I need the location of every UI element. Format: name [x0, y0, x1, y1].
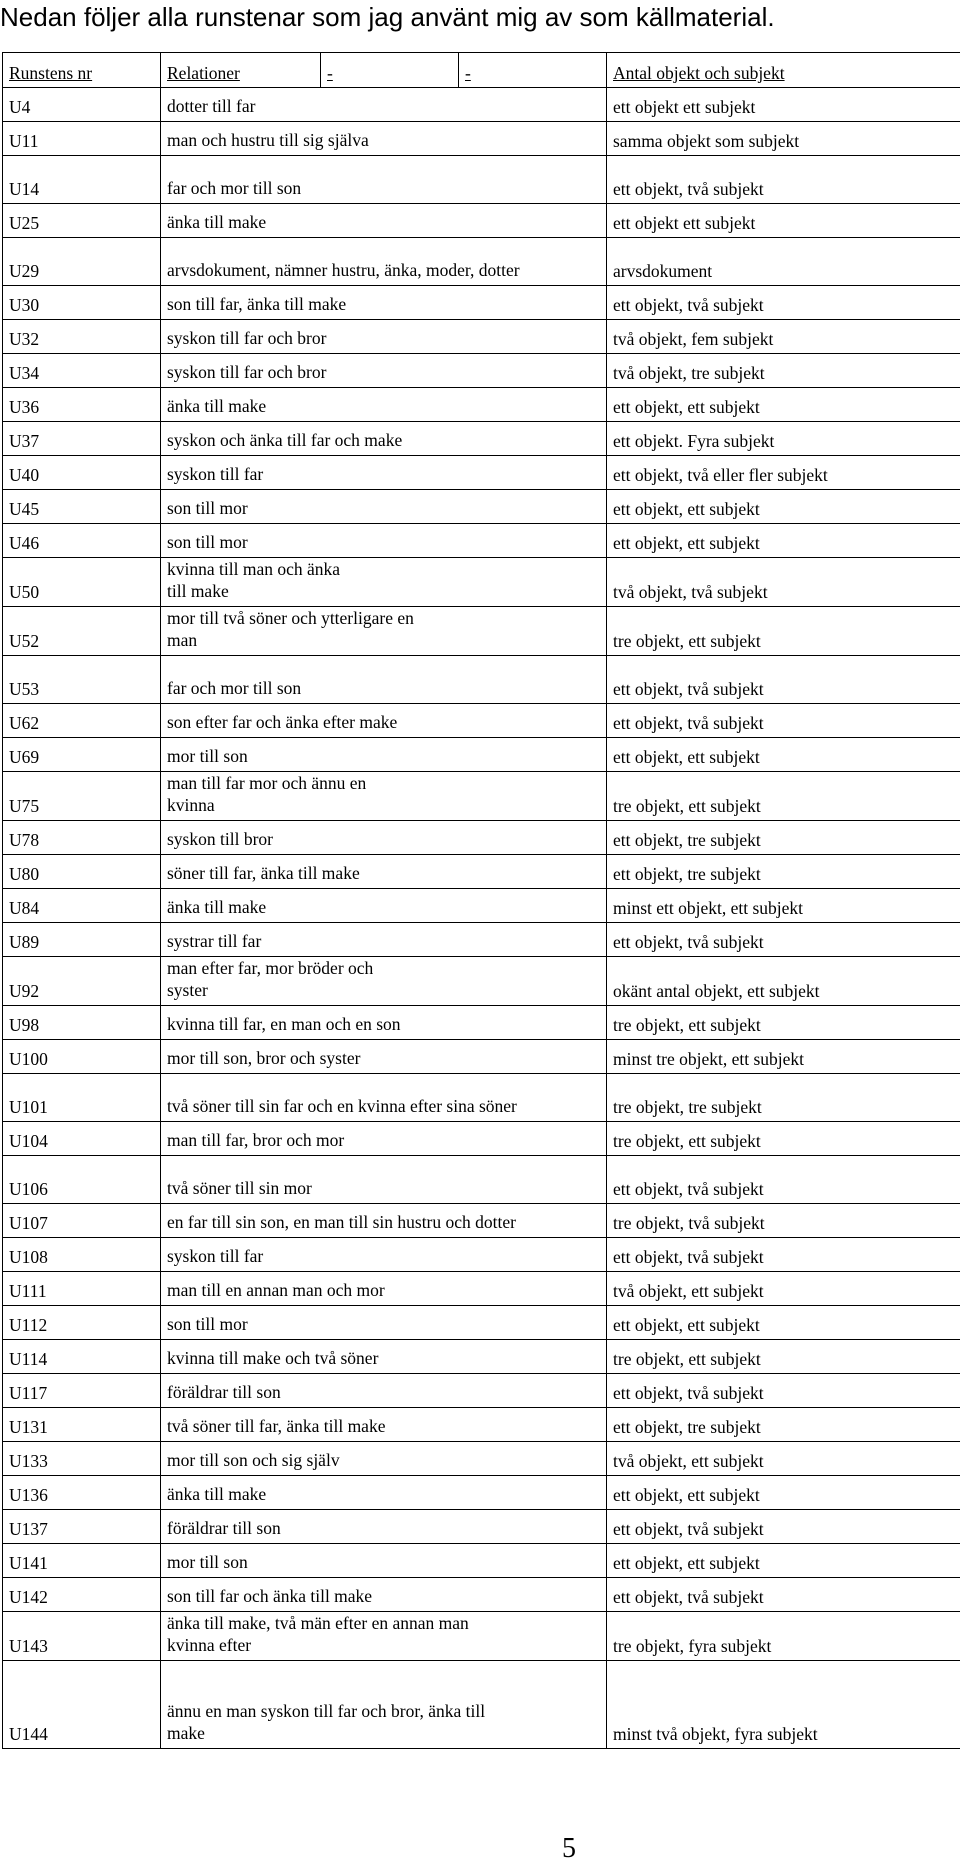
relation-cell: syskon till far och bror — [167, 328, 327, 348]
table-row — [3, 1408, 960, 1442]
object-subject-count-cell: ett objekt, två subjekt — [607, 1578, 960, 1612]
relation-column-cell — [161, 738, 607, 772]
object-subject-count-cell: ett objekt, tre subjekt — [607, 821, 960, 855]
relation-cell: kvinna till make och två söner — [167, 1348, 379, 1368]
object-subject-count-cell: tre objekt, ett subjekt — [607, 607, 960, 656]
object-subject-count-cell: okänt antal objekt, ett subjekt — [607, 957, 960, 1006]
object-subject-count-cell: ett objekt ett subjekt — [607, 88, 960, 122]
rune-number-cell: U136 — [3, 1476, 161, 1510]
relation-column-cell — [161, 490, 607, 524]
rune-number-cell: U117 — [3, 1374, 161, 1408]
relation-cell: man till far mor och ännu en kvinna — [167, 773, 367, 815]
relation-cell: änka till make — [167, 897, 267, 917]
table-row — [3, 1544, 960, 1578]
relation-column-cell — [161, 1374, 607, 1408]
relation-cell: ännu en man syskon till far och bror, änka till make — [167, 1701, 486, 1743]
relation-column-cell — [161, 1238, 607, 1272]
rune-number-cell: U141 — [3, 1544, 161, 1578]
table-row — [3, 1612, 960, 1661]
rune-number-cell: U30 — [3, 286, 161, 320]
table-row — [3, 238, 960, 286]
rune-number-cell: U25 — [3, 204, 161, 238]
relation-column-cell — [161, 422, 607, 456]
header-mark: - — [459, 53, 607, 88]
relation-column-cell — [161, 156, 607, 204]
rune-number-cell: U37 — [3, 422, 161, 456]
relation-column-cell — [161, 354, 607, 388]
relation-column-cell — [161, 1272, 607, 1306]
table-row — [3, 1442, 960, 1476]
table-row — [3, 957, 960, 1006]
table-row — [3, 1204, 960, 1238]
rune-number-cell: U89 — [3, 923, 161, 957]
relation-cell: syskon till far och bror — [167, 362, 327, 382]
relation-column-cell — [161, 558, 607, 607]
relation-column-cell — [161, 1661, 607, 1749]
table-row — [3, 456, 960, 490]
relation-column-cell — [161, 1510, 607, 1544]
table-row — [3, 1340, 960, 1374]
rune-number-cell: U69 — [3, 738, 161, 772]
table-row — [3, 1272, 960, 1306]
table-row — [3, 558, 960, 607]
relation-column-cell — [161, 923, 607, 957]
relation-column-cell — [161, 1340, 607, 1374]
object-subject-count-cell: ett objekt, två subjekt — [607, 156, 960, 204]
relation-column-cell — [161, 821, 607, 855]
relation-cell: mor till två söner och ytterligare en man — [167, 608, 414, 650]
relation-cell: änka till make — [167, 1484, 267, 1504]
table-row — [3, 607, 960, 656]
table-row — [3, 1006, 960, 1040]
rune-number-cell: U106 — [3, 1156, 161, 1204]
object-subject-count-cell: tre objekt, ett subjekt — [607, 1006, 960, 1040]
object-subject-count-cell: ett objekt, ett subjekt — [607, 1306, 960, 1340]
object-subject-count-cell: ett objekt, två subjekt — [607, 1238, 960, 1272]
object-subject-count-cell: ett objekt, ett subjekt — [607, 524, 960, 558]
rune-number-cell: U4 — [3, 88, 161, 122]
rune-number-cell: U143 — [3, 1612, 161, 1661]
object-subject-count-cell: ett objekt ett subjekt — [607, 204, 960, 238]
relation-column-cell — [161, 88, 607, 122]
table-row — [3, 1156, 960, 1204]
relation-cell: son efter far och änka efter make — [167, 712, 398, 732]
rune-number-cell: U98 — [3, 1006, 161, 1040]
object-subject-count-cell: ett objekt, två subjekt — [607, 704, 960, 738]
object-subject-count-cell: tre objekt, ett subjekt — [607, 1122, 960, 1156]
relation-cell: son till mor — [167, 498, 248, 518]
object-subject-count-cell: tre objekt, fyra subjekt — [607, 1612, 960, 1661]
relation-cell: man till en annan man och mor — [167, 1280, 385, 1300]
header-object-subject-count: Antal objekt och subjekt — [607, 53, 960, 88]
relation-cell: änka till make — [167, 212, 267, 232]
object-subject-count-cell: två objekt, ett subjekt — [607, 1442, 960, 1476]
table-body — [3, 88, 960, 1749]
rune-number-cell: U111 — [3, 1272, 161, 1306]
table-row — [3, 704, 960, 738]
object-subject-count-cell: tre objekt, ett subjekt — [607, 1340, 960, 1374]
rune-number-cell: U104 — [3, 1122, 161, 1156]
object-subject-count-cell: två objekt, fem subjekt — [607, 320, 960, 354]
relation-cell: syskon och änka till far och make — [167, 430, 403, 450]
table-row — [3, 88, 960, 122]
relation-cell: arvsdokument, nämner hustru, änka, moder, dotter — [167, 260, 520, 280]
rune-number-cell: U112 — [3, 1306, 161, 1340]
table-row — [3, 156, 960, 204]
object-subject-count-cell: minst tre objekt, ett subjekt — [607, 1040, 960, 1074]
rune-number-cell: U107 — [3, 1204, 161, 1238]
rune-number-cell: U133 — [3, 1442, 161, 1476]
relation-column-cell — [161, 855, 607, 889]
relation-cell: man och hustru till sig själva — [167, 130, 369, 150]
table-row — [3, 923, 960, 957]
rune-number-cell: U62 — [3, 704, 161, 738]
rune-number-cell: U131 — [3, 1408, 161, 1442]
table-row — [3, 354, 960, 388]
object-subject-count-cell: tre objekt, tre subjekt — [607, 1074, 960, 1122]
table-row — [3, 1074, 960, 1122]
rune-number-cell: U101 — [3, 1074, 161, 1122]
relation-cell: två söner till sin far och en kvinna efter sina söner — [167, 1096, 517, 1116]
relation-column-cell — [161, 1306, 607, 1340]
relation-column-cell — [161, 1578, 607, 1612]
rune-number-cell: U34 — [3, 354, 161, 388]
rune-number-cell: U53 — [3, 656, 161, 704]
table-row — [3, 422, 960, 456]
relation-cell: syskon till far — [167, 1246, 264, 1266]
object-subject-count-cell: ett objekt, ett subjekt — [607, 388, 960, 422]
table-row — [3, 1476, 960, 1510]
relation-cell: föräldrar till son — [167, 1382, 281, 1402]
table-row — [3, 204, 960, 238]
relation-column-cell — [161, 388, 607, 422]
object-subject-count-cell: två objekt, ett subjekt — [607, 1272, 960, 1306]
object-subject-count-cell: två objekt, tre subjekt — [607, 354, 960, 388]
object-subject-count-cell: ett objekt, ett subjekt — [607, 1476, 960, 1510]
object-subject-count-cell: ett objekt, två subjekt — [607, 656, 960, 704]
rune-number-cell: U137 — [3, 1510, 161, 1544]
rune-number-cell: U52 — [3, 607, 161, 656]
object-subject-count-cell: ett objekt, ett subjekt — [607, 490, 960, 524]
rune-number-cell: U114 — [3, 1340, 161, 1374]
relation-column-cell — [161, 1074, 607, 1122]
relation-column-cell — [161, 204, 607, 238]
relation-column-cell — [161, 704, 607, 738]
rune-number-cell: U92 — [3, 957, 161, 1006]
relation-cell: mor till son — [167, 1552, 248, 1572]
relation-cell: änka till make — [167, 396, 267, 416]
object-subject-count-cell: minst två objekt, fyra subjekt — [607, 1661, 960, 1749]
object-subject-count-cell: samma objekt som subjekt — [607, 122, 960, 156]
relation-column-cell — [161, 456, 607, 490]
table-row — [3, 889, 960, 923]
rune-number-cell: U46 — [3, 524, 161, 558]
rune-number-cell: U100 — [3, 1040, 161, 1074]
table-row — [3, 524, 960, 558]
relation-column-cell — [161, 320, 607, 354]
relation-column-cell — [161, 1204, 607, 1238]
table-row — [3, 1238, 960, 1272]
relation-column-cell — [161, 1612, 607, 1661]
relation-cell: två söner till far, änka till make — [167, 1416, 386, 1436]
relation-column-cell — [161, 656, 607, 704]
rune-number-cell: U45 — [3, 490, 161, 524]
table-row — [3, 1306, 960, 1340]
rune-number-cell: U80 — [3, 855, 161, 889]
rune-number-cell: U11 — [3, 122, 161, 156]
table-row — [3, 821, 960, 855]
relation-column-cell — [161, 772, 607, 821]
object-subject-count-cell: ett objekt, tre subjekt — [607, 855, 960, 889]
relation-column-cell — [161, 1476, 607, 1510]
relation-cell: son till far och änka till make — [167, 1586, 373, 1606]
object-subject-count-cell: minst ett objekt, ett subjekt — [607, 889, 960, 923]
header-rune-number: Runstens nr — [3, 53, 161, 88]
relation-cell: änka till make, två män efter en annan man kvinna efter — [167, 1613, 469, 1655]
relation-cell: son till mor — [167, 1314, 248, 1334]
relation-cell: man efter far, mor bröder och syster — [167, 958, 374, 1000]
rune-number-cell: U75 — [3, 772, 161, 821]
relation-cell: kvinna till far, en man och en son — [167, 1014, 401, 1034]
rune-number-cell: U50 — [3, 558, 161, 607]
relation-column-cell — [161, 1040, 607, 1074]
relation-column-cell — [161, 122, 607, 156]
relation-cell: mor till son och sig själv — [167, 1450, 340, 1470]
object-subject-count-cell: ett objekt, två subjekt — [607, 1374, 960, 1408]
relation-cell: syskon till far — [167, 464, 264, 484]
table-row — [3, 320, 960, 354]
object-subject-count-cell: ett objekt, tre subjekt — [607, 1408, 960, 1442]
table-row — [3, 1040, 960, 1074]
relation-cell: kvinna till man och änka till make — [167, 559, 341, 601]
header-relations: Relationer — [161, 53, 321, 88]
relation-column-cell — [161, 524, 607, 558]
table-row — [3, 1122, 960, 1156]
object-subject-count-cell: tre objekt, ett subjekt — [607, 772, 960, 821]
relation-cell: en far till sin son, en man till sin hustru och dotter — [167, 1212, 516, 1232]
relation-column-cell — [161, 1544, 607, 1578]
table-row — [3, 490, 960, 524]
rune-number-cell: U78 — [3, 821, 161, 855]
object-subject-count-cell: ett objekt, ett subjekt — [607, 738, 960, 772]
rune-number-cell: U108 — [3, 1238, 161, 1272]
page-heading: Nedan följer alla runstenar som jag använt mig av som källmaterial. — [0, 2, 775, 32]
relation-cell: söner till far, änka till make — [167, 863, 360, 883]
object-subject-count-cell: två objekt, två subjekt — [607, 558, 960, 607]
relation-cell: far och mor till son — [167, 178, 302, 198]
table-row — [3, 772, 960, 821]
rune-number-cell: U29 — [3, 238, 161, 286]
relation-cell: mor till son — [167, 746, 248, 766]
relation-column-cell — [161, 607, 607, 656]
relation-cell: man till far, bror och mor — [167, 1130, 345, 1150]
object-subject-count-cell: ett objekt, två subjekt — [607, 1156, 960, 1204]
rune-number-cell: U84 — [3, 889, 161, 923]
object-subject-count-cell: arvsdokument — [607, 238, 960, 286]
object-subject-count-cell: ett objekt, två subjekt — [607, 1510, 960, 1544]
relation-column-cell — [161, 957, 607, 1006]
object-subject-count-cell: ett objekt. Fyra subjekt — [607, 422, 960, 456]
rune-number-cell: U142 — [3, 1578, 161, 1612]
rune-number-cell: U14 — [3, 156, 161, 204]
rune-number-cell: U40 — [3, 456, 161, 490]
rune-number-cell: U144 — [3, 1661, 161, 1749]
header-mark: - — [321, 53, 459, 88]
object-subject-count-cell: tre objekt, två subjekt — [607, 1204, 960, 1238]
relation-column-cell — [161, 889, 607, 923]
relation-column-cell — [161, 286, 607, 320]
relation-column-cell — [161, 1156, 607, 1204]
runestone-table — [2, 52, 960, 1749]
rune-number-cell: U32 — [3, 320, 161, 354]
table-row — [3, 1661, 960, 1749]
relation-column-cell — [161, 1006, 607, 1040]
table-row — [3, 286, 960, 320]
table-row — [3, 855, 960, 889]
relation-cell: far och mor till son — [167, 678, 302, 698]
relation-column-cell — [161, 1442, 607, 1476]
relation-cell: son till far, änka till make — [167, 294, 347, 314]
object-subject-count-cell: ett objekt, två eller fler subjekt — [607, 456, 960, 490]
table-row — [3, 1510, 960, 1544]
object-subject-count-cell: ett objekt, två subjekt — [607, 923, 960, 957]
relation-cell: systrar till far — [167, 931, 262, 951]
relation-cell: två söner till sin mor — [167, 1178, 312, 1198]
relation-column-cell — [161, 238, 607, 286]
table-row — [3, 1374, 960, 1408]
relation-cell: mor till son, bror och syster — [167, 1048, 361, 1068]
relation-cell: syskon till bror — [167, 829, 273, 849]
relation-cell: dotter till far — [167, 96, 256, 116]
table-row — [3, 656, 960, 704]
table-row — [3, 122, 960, 156]
table-header-row — [3, 53, 960, 88]
relation-column-cell — [161, 1122, 607, 1156]
object-subject-count-cell: ett objekt, två subjekt — [607, 286, 960, 320]
relation-cell: föräldrar till son — [167, 1518, 281, 1538]
relation-cell: son till mor — [167, 532, 248, 552]
relation-column-cell — [161, 1408, 607, 1442]
object-subject-count-cell: ett objekt, ett subjekt — [607, 1544, 960, 1578]
page-number: 5 — [562, 1833, 576, 1864]
rune-number-cell: U36 — [3, 388, 161, 422]
table-row — [3, 388, 960, 422]
table-row — [3, 738, 960, 772]
table-row — [3, 1578, 960, 1612]
